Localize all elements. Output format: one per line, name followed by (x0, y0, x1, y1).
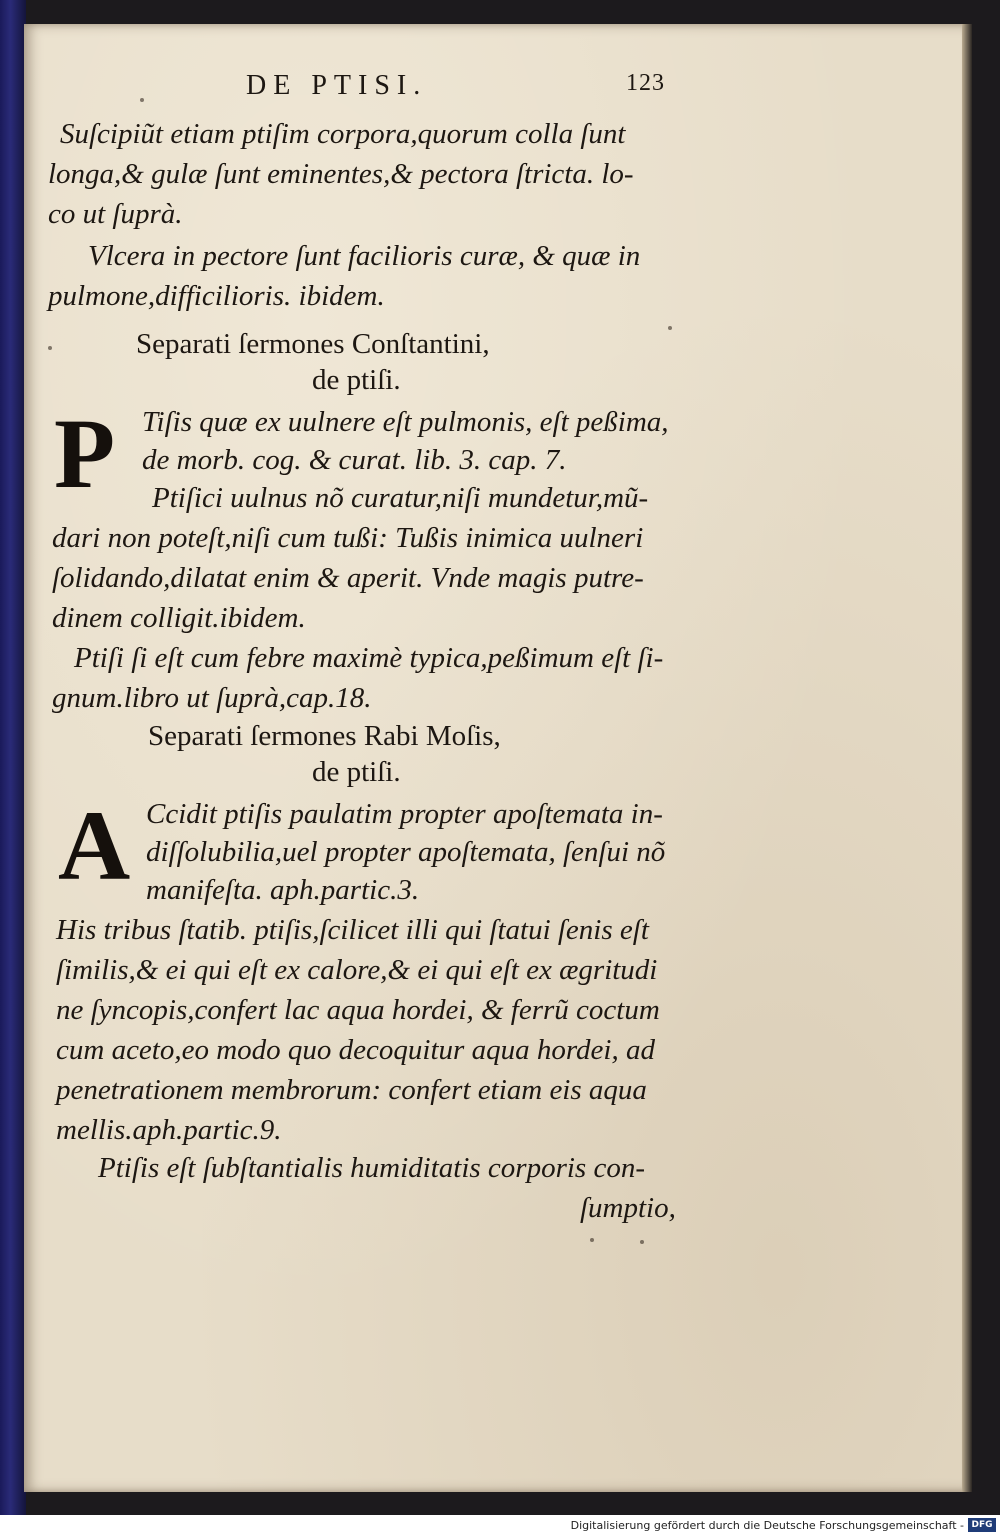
digitization-credit: Digitalisierung gefördert durch die Deutsche Forschungsgemeinschaft - (570, 1519, 964, 1532)
text-line: Ptiſi ſi eſt cum febre maximè typica,peßimum eſt ſi- (74, 642, 664, 674)
paper-speck (48, 346, 52, 350)
section-heading: de ptiſi. (312, 756, 401, 788)
text-line: Ptiſis eſt ſubſtantialis humiditatis corporis con- (98, 1152, 645, 1184)
running-head: DE PTISI. (246, 70, 428, 101)
text-line: ſolidando,dilatat enim & aperit. Vnde magis putre- (52, 562, 644, 594)
section-heading: de ptiſi. (312, 364, 401, 396)
text-line: cum aceto,eo modo quo decoquitur aqua hordei, ad (56, 1034, 655, 1066)
drop-cap: A (58, 790, 131, 901)
page-edge-shadow (962, 24, 972, 1492)
book-spine-edge (0, 0, 26, 1515)
text-line: dari non poteſt,niſi cum tußi: Tußis inimica uulneri (52, 522, 644, 554)
text-line: penetrationem membrorum: confert etiam eis aqua (56, 1074, 647, 1106)
text-line: pulmone,difficilioris. ibidem. (48, 280, 385, 312)
text-line: Ccidit ptiſis paulatim propter apoſtemata in- (146, 798, 663, 830)
paper-speck (140, 98, 144, 102)
text-line: ne ſyncopis,confert lac aqua hordei, & ferrũ coctum (56, 994, 660, 1026)
drop-cap: P (54, 398, 116, 509)
text-line: Tiſis quæ ex uulnere eſt pulmonis, eſt peßima, (142, 406, 669, 438)
text-line: co ut ſuprà. (48, 198, 183, 230)
dfg-logo: DFG (968, 1518, 996, 1532)
page-header (0, 70, 1000, 110)
text-line: de morb. cog. & curat. lib. 3. cap. 7. (142, 444, 567, 476)
text-line: dinem colligit.ibidem. (52, 602, 306, 634)
text-line: diſſolubilia,uel propter apoſtemata, ſenſui nõ (146, 836, 666, 868)
section-heading: Separati ſermones Conſtantini, (136, 328, 490, 360)
paper-speck (590, 1238, 594, 1242)
text-line: Ptiſici uulnus nõ curatur,niſi mundetur,mũ- (152, 482, 649, 514)
text-line: ſimilis,& ei qui eſt ex calore,& ei qui eſt ex ægritudi (56, 954, 658, 986)
text-line: manifeſta. aph.partic.3. (146, 874, 420, 906)
paper-speck (668, 326, 672, 330)
text-line: mellis.aph.partic.9. (56, 1114, 282, 1146)
text-line: Suſcipiũt etiam ptiſim corpora,quorum colla ſunt (60, 118, 626, 150)
paper-speck (640, 1240, 644, 1244)
section-heading: Separati ſermones Rabi Moſis, (148, 720, 501, 752)
text-line: longa,& gulæ ſunt eminentes,& pectora ſtricta. lo- (48, 158, 634, 190)
text-line: His tribus ſtatib. ptiſis,ſcilicet illi qui ſtatui ſenis eſt (56, 914, 649, 946)
catchword: ſumptio, (580, 1192, 676, 1224)
page-number: 123 (626, 70, 665, 96)
text-line: Vlcera in pectore ſunt facilioris curæ, & quæ in (88, 240, 641, 272)
text-line: gnum.libro ut ſuprà,cap.18. (52, 682, 372, 714)
